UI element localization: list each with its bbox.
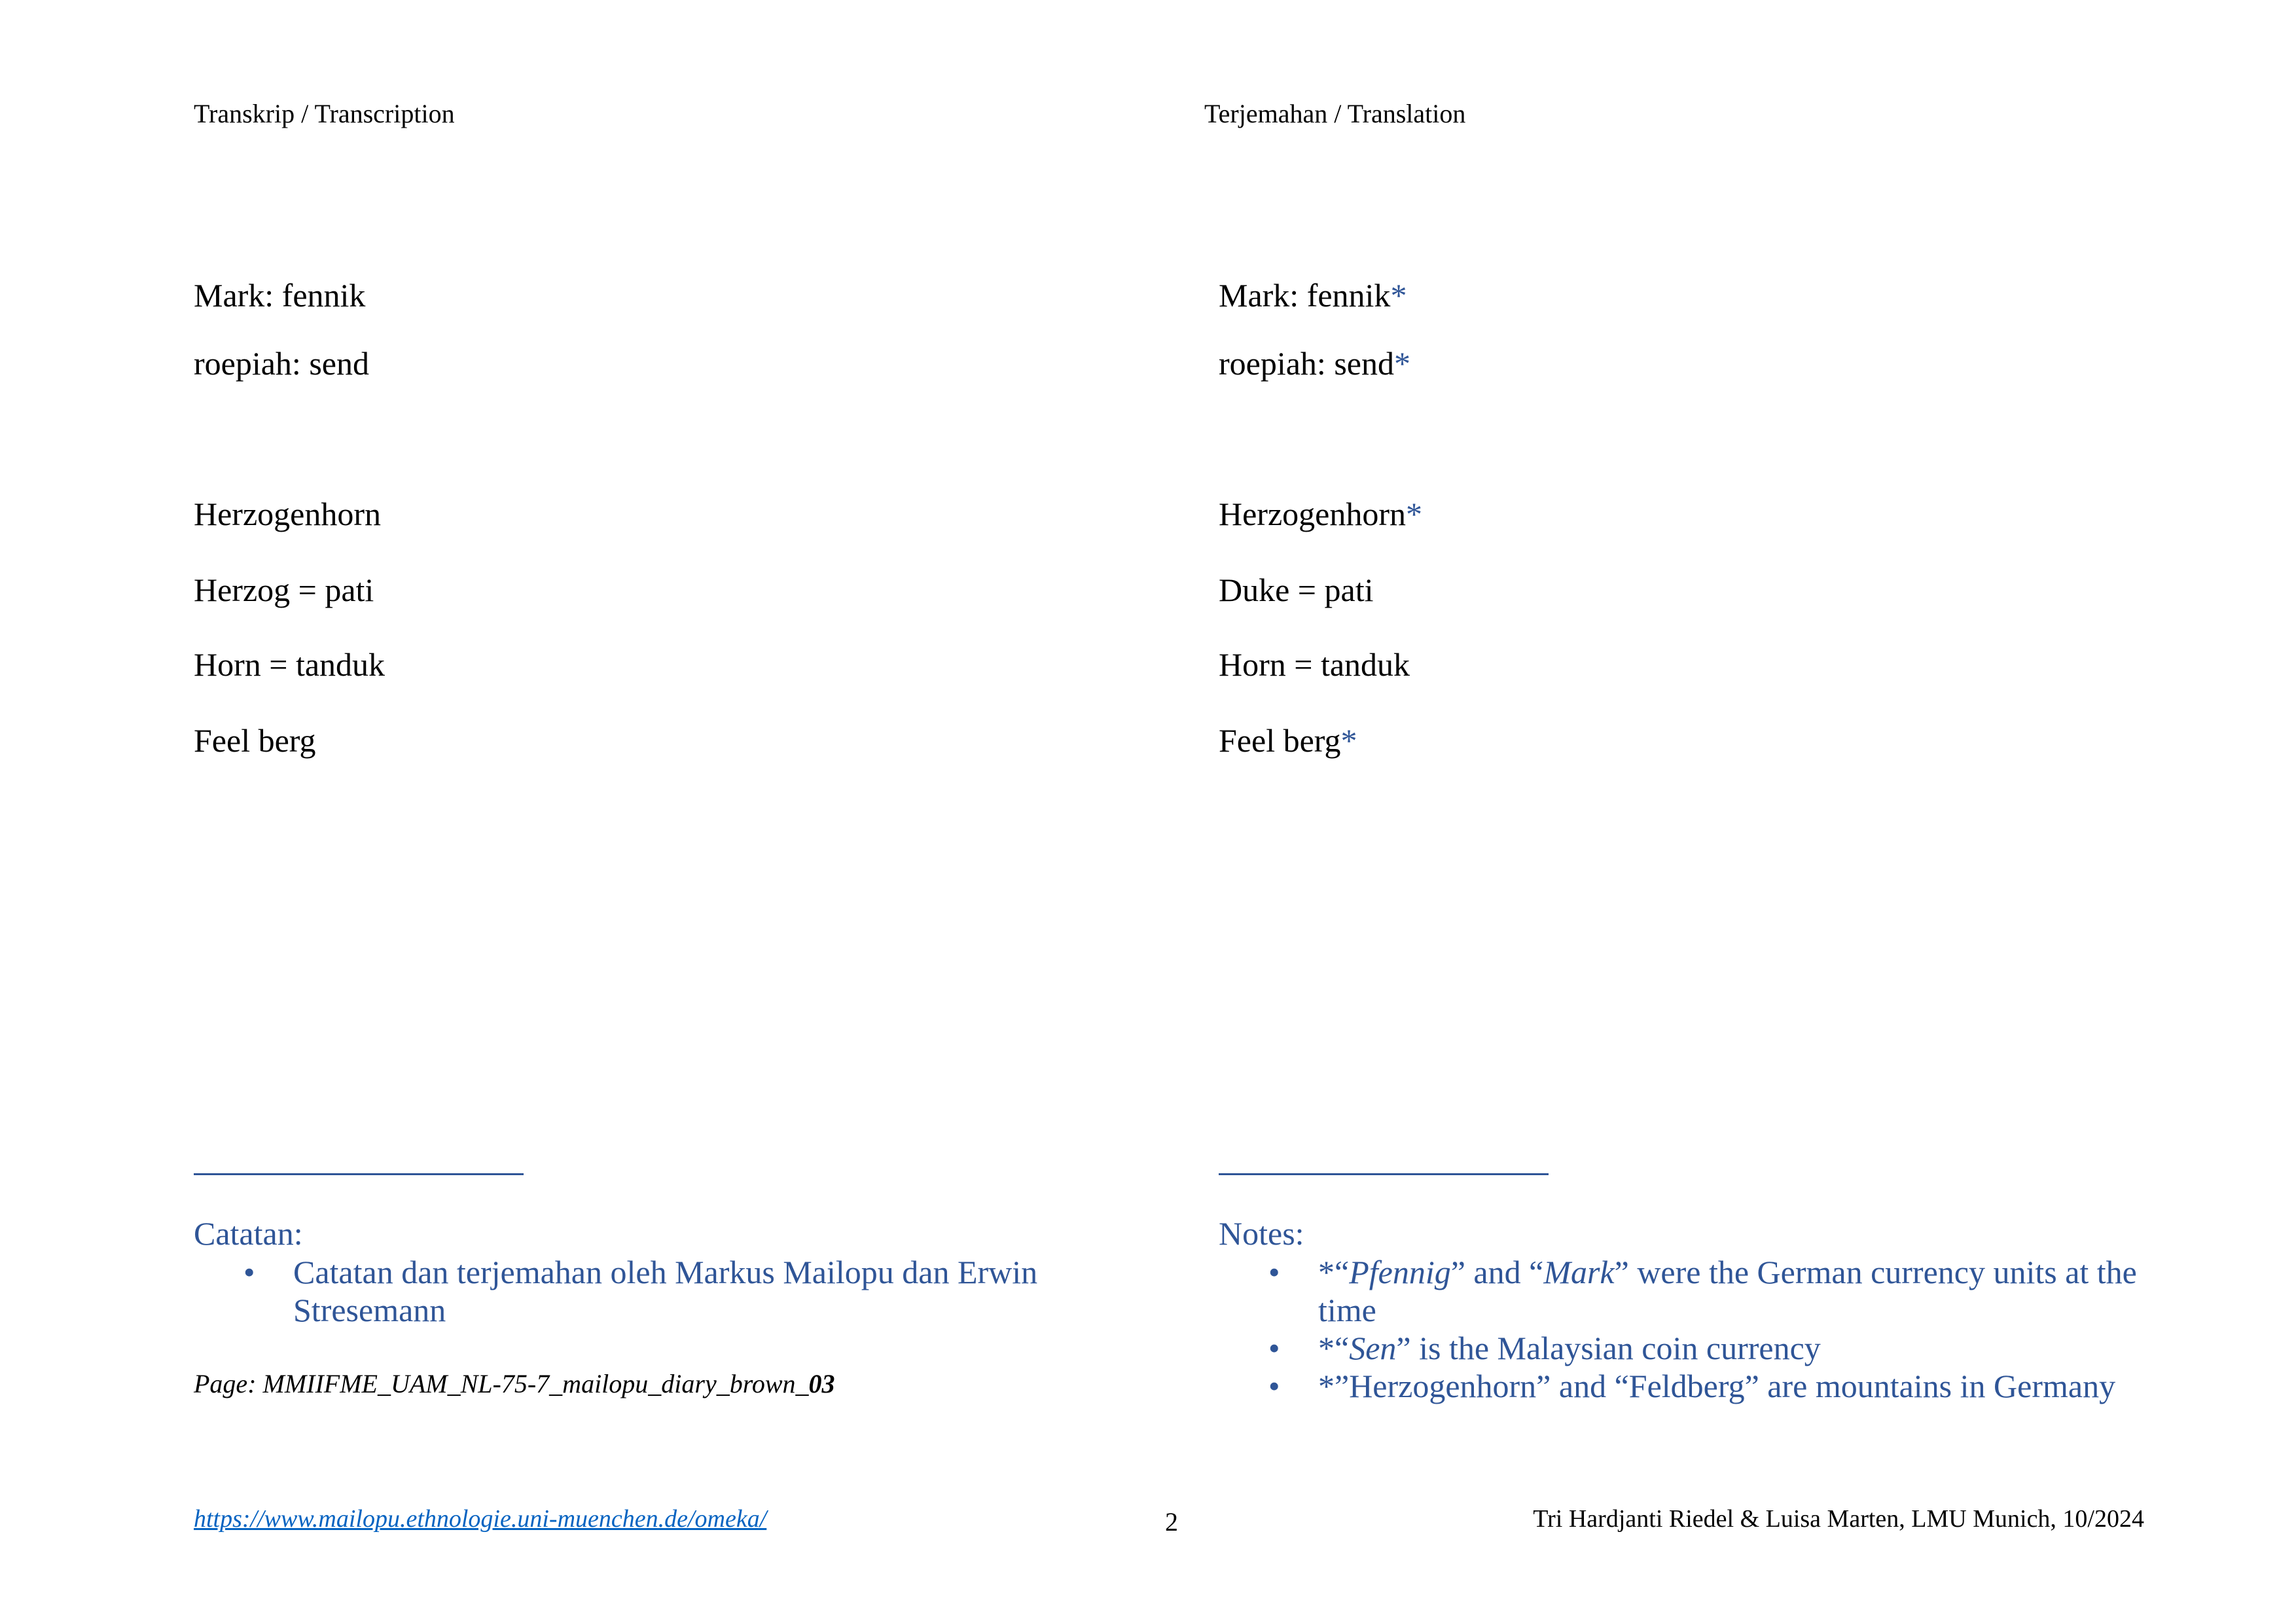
- footnote-marker: *: [1406, 496, 1422, 532]
- translation-line: Horn = tanduk: [1219, 646, 1410, 683]
- translation-line: [1219, 343, 1410, 384]
- page-reference: [194, 1367, 835, 1401]
- footnote-marker: *: [1393, 345, 1410, 382]
- translation-text: Mark: fennik: [1219, 277, 1391, 314]
- translation-line: Duke = pati: [1219, 572, 1374, 608]
- notes-divider: [194, 1173, 524, 1175]
- translation-heading: Terjemahan / Translation: [1204, 99, 1466, 128]
- list-item: [1219, 1329, 2161, 1367]
- transcription-heading: Transkrip / Transcription: [194, 99, 455, 128]
- transcription-line: Mark: fennik: [194, 277, 366, 314]
- bullet-icon: •: [1268, 1330, 1280, 1366]
- transcription-line: Herzogenhorn: [194, 496, 381, 532]
- list-item: [1219, 1367, 2161, 1405]
- note-text: *”Herzogenhorn” and “Feldberg” are mountains in Germany: [1318, 1368, 2116, 1404]
- translation-line: [1219, 720, 1357, 761]
- footnote-marker: *: [1340, 722, 1357, 759]
- bullet-icon: •: [243, 1254, 255, 1290]
- footer-credit: Tri Hardjanti Riedel & Luisa Marten, LMU Munich, 10/2024: [1533, 1505, 2144, 1533]
- page-number: 2: [1165, 1507, 1178, 1537]
- note-text: *“Sen” is the Malaysian coin currency: [1318, 1330, 1821, 1366]
- project-link[interactable]: https://www.mailopu.ethnologie.uni-muenchen.de/omeka/: [194, 1505, 767, 1533]
- note-text: Catatan dan terjemahan oleh Markus Mailopu dan Erwin Stresemann: [293, 1254, 1038, 1328]
- transcription-line: Herzog = pati: [194, 572, 374, 608]
- notes-list: [1219, 1253, 2161, 1405]
- transcription-line: Horn = tanduk: [194, 646, 386, 683]
- notes-title: Notes:: [1219, 1215, 1304, 1252]
- bullet-icon: •: [1268, 1368, 1280, 1404]
- translation-text: roepiah: send: [1219, 345, 1394, 382]
- translation-text: Feel berg: [1219, 722, 1341, 759]
- notes-list: [194, 1253, 1064, 1329]
- transcription-line: Feel berg: [194, 722, 316, 759]
- note-text: *“Pfennig” and “Mark” were the German currency units at the time: [1318, 1254, 2137, 1328]
- page-reference-number: 03: [808, 1369, 835, 1398]
- list-item: [1219, 1253, 2161, 1329]
- translation-text: Herzogenhorn: [1219, 496, 1406, 532]
- transcription-line: roepiah: send: [194, 345, 369, 382]
- notes-title: Catatan:: [194, 1215, 303, 1252]
- translation-line: [1219, 275, 1407, 316]
- translation-line: [1219, 494, 1422, 534]
- bullet-icon: •: [1268, 1254, 1280, 1290]
- list-item: [194, 1253, 1064, 1329]
- page-reference-prefix: Page: MMIIFME_UAM_NL-75-7_mailopu_diary_brown_: [194, 1369, 809, 1398]
- footnote-marker: *: [1390, 277, 1407, 314]
- notes-divider: [1219, 1173, 1549, 1175]
